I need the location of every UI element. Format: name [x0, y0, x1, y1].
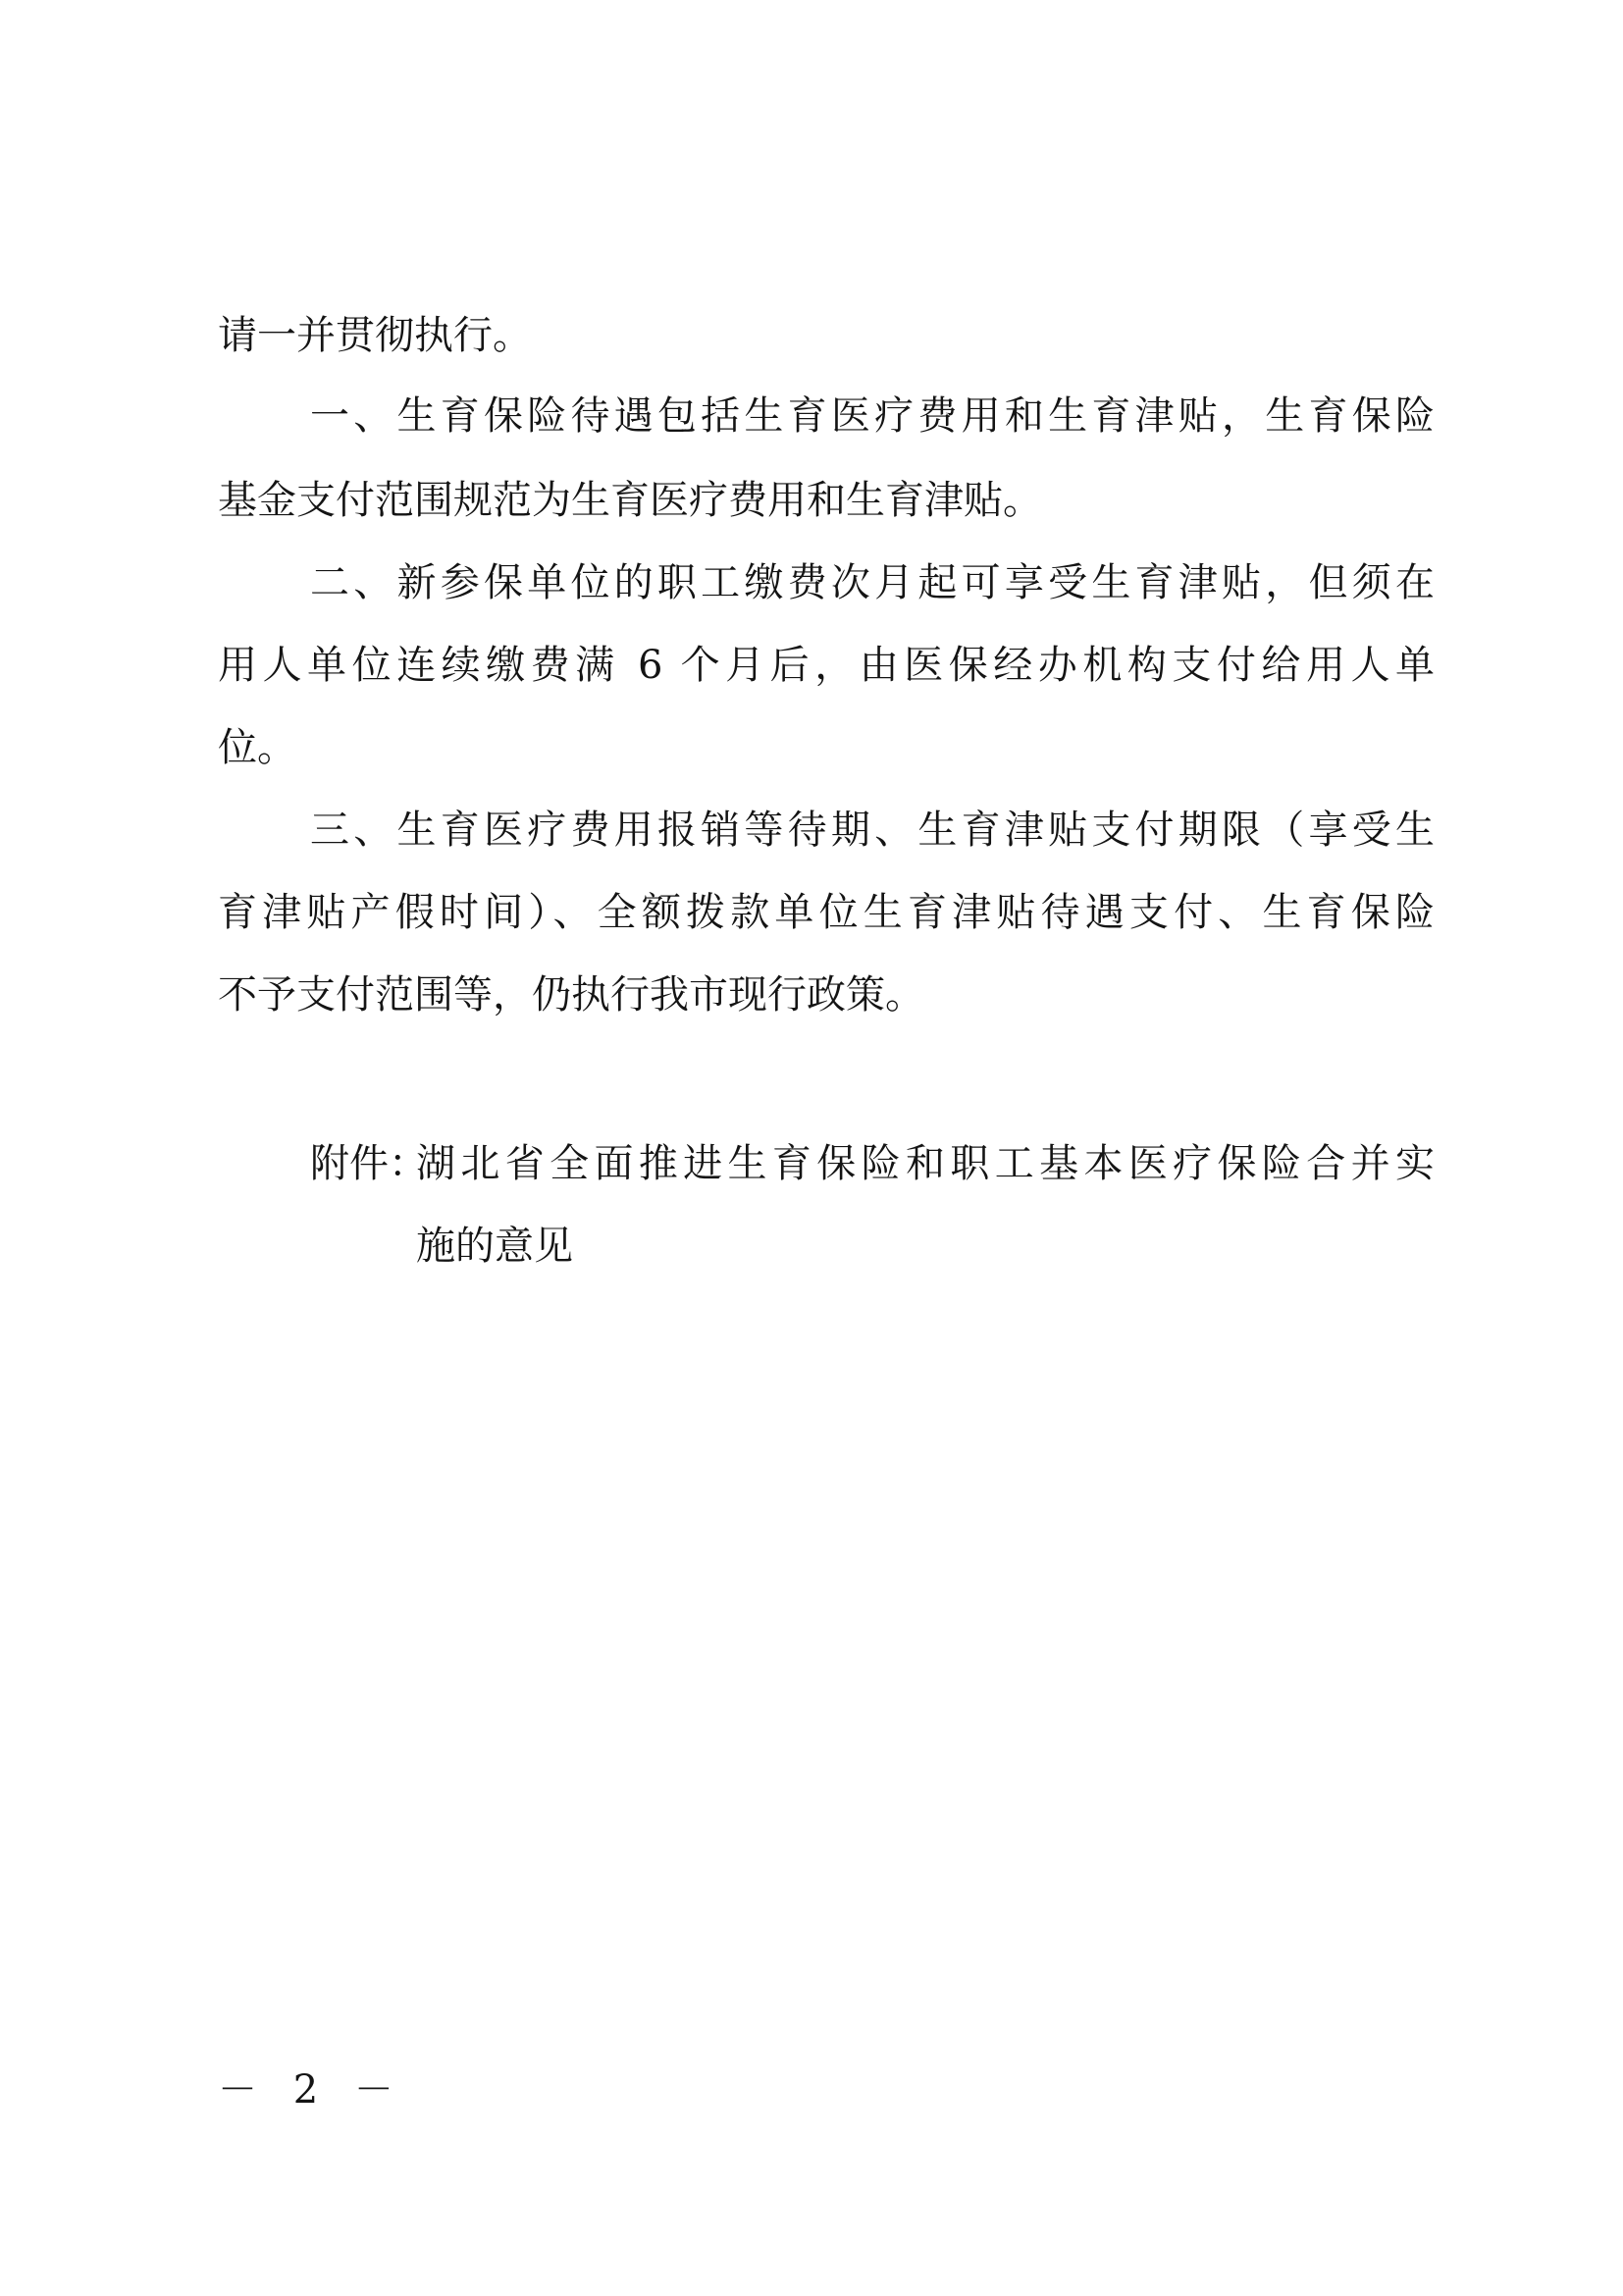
paragraph-line: 请一并贯彻执行。 — [218, 313, 532, 358]
attachment-title: 湖北省全面推进生育保险和职工基本医疗保险合并实 — [416, 1141, 1435, 1186]
paragraph-line: 位。 — [218, 725, 296, 770]
paragraph-line: 不予支付范围等，仍执行我市现行政策。 — [218, 972, 924, 1018]
paragraph-line: 一、生育保险待遇包括生育医疗费用和生育津贴，生育保险 — [310, 393, 1435, 439]
paragraph-line: 用人单位连续缴费满 6 个月后，由医保经办机构支付给用人单 — [218, 643, 1435, 688]
attachment-title-continued: 施的意见 — [416, 1224, 573, 1269]
paragraph-line: 育津贴产假时间）、全额拨款单位生育津贴待遇支付、生育保险 — [218, 890, 1435, 935]
paragraph-line: 二、新参保单位的职工缴费次月起可享受生育津贴，但须在 — [310, 560, 1435, 605]
paragraph-line: 三、生育医疗费用报销等待期、生育津贴支付期限（享受生 — [310, 808, 1435, 853]
page-number: － 2 － — [218, 2067, 405, 2113]
paragraph-line: 基金支付范围规范为生育医疗费用和生育津贴。 — [218, 478, 1042, 523]
attachment-label: 附件： — [310, 1141, 428, 1186]
